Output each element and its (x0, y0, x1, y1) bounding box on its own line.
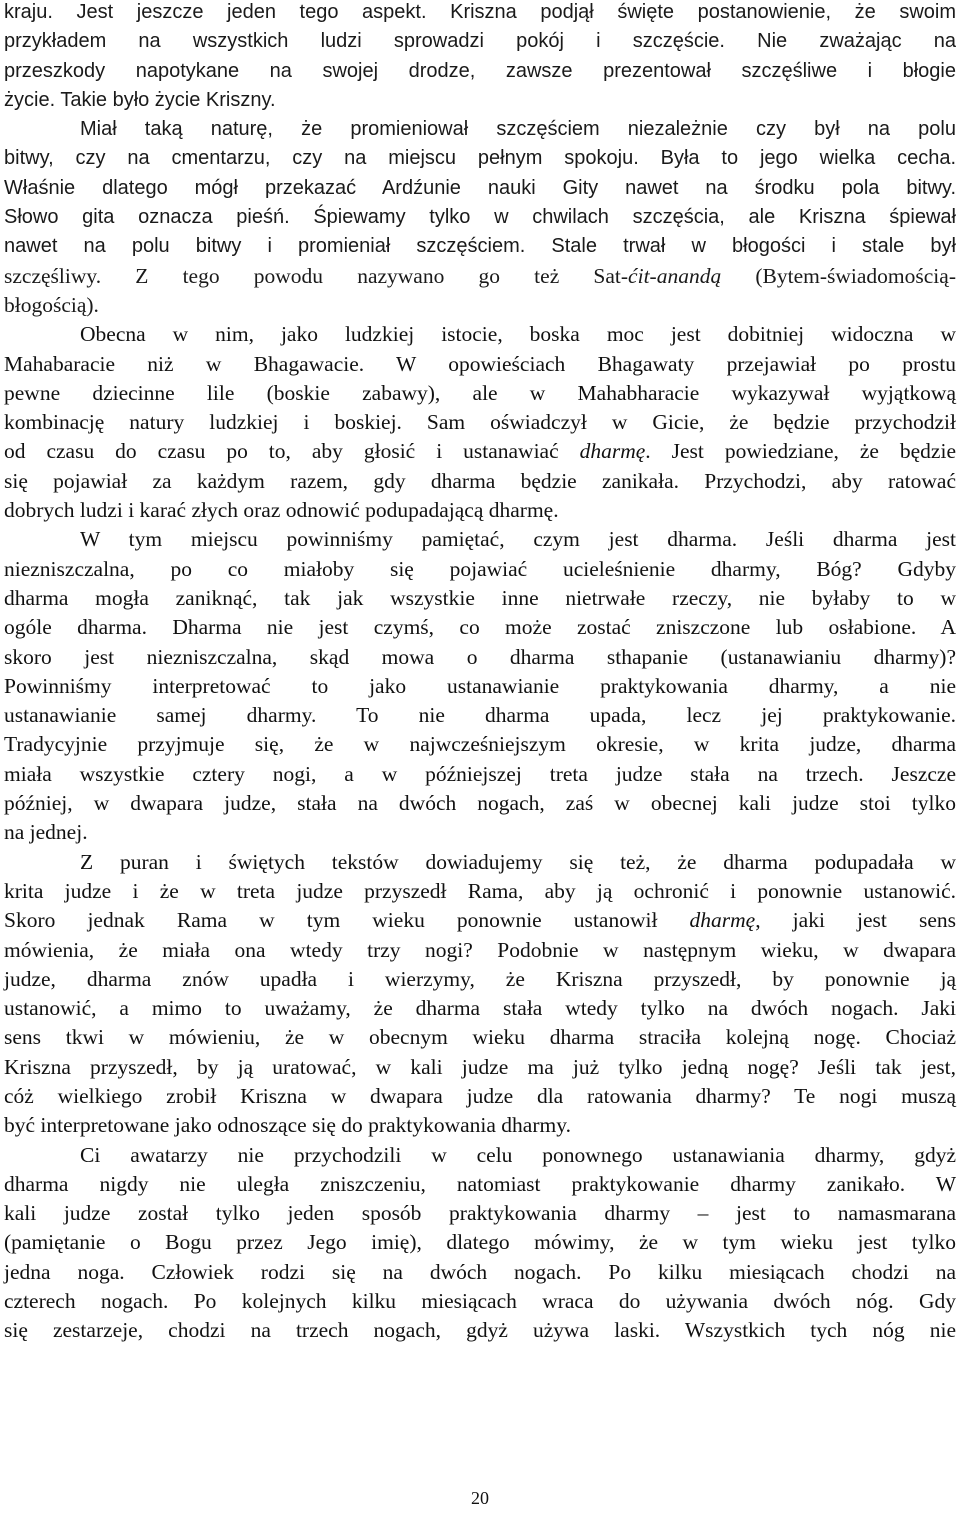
italic-term: ćit-anandą (628, 263, 722, 288)
text-line: pewne dziecinne lile (boskie zabawy), ale w Mahabharacie wykazywał wyjątkową (4, 380, 956, 405)
text-line: Mahabaracie niż w Bhagawacie. W opowieściach Bhagawaty przejawiał po prostu (4, 351, 956, 376)
text-line (4, 437, 956, 466)
text-line: Z puran i świętych tekstów dowiadujemy się też, że dharma podupadała w (80, 849, 956, 874)
italic-term: dharmę (579, 439, 646, 464)
text-line: kombinację natury ludzkiej i boskiej. Sam oświadczył w Gicie, że będzie przychodził (4, 410, 956, 435)
text-line: się pojawiał za każdym razem, gdy dharma będzie zanikała. Przychodzi, aby ratować (4, 468, 956, 493)
text-fragment: Skoro jednak Rama w tym wieku ponownie ustanowił (4, 908, 690, 933)
text-line: sens tkwi w mówieniu, że w obecnym wieku dharma straciła kolejną nogę. Chociaż (4, 1025, 956, 1050)
text-line: dharma nigdy nie uległa zniszczeniu, natomiast praktykowanie dharmy zanikało. W (4, 1171, 956, 1196)
text-line: kali judze został tylko jeden sposób praktykowania dharmy – jest to namasmarana (4, 1201, 956, 1226)
text-line: ustanawianie samej dharmy. To nie dharma upada, lecz jej praktykowanie. (4, 703, 956, 728)
text-line: się zestarzeje, chodzi na trzech nogach, gdyż używa laski. Wszystkich tych nóg nie (4, 1318, 956, 1343)
text-line: Tradycyjnie przyjmuje się, że w najwcześniejszym okresie, w krita judze, dharma (4, 732, 956, 757)
text-line: życie. Takie było życie Kriszny. (4, 88, 276, 111)
text-line: przykładem na wszystkich ludzi sprowadzi pokój i szczęście. Nie zważając na (4, 30, 956, 53)
text-line: błogością). (4, 292, 99, 317)
text-line: dobrych ludzi i karać złych oraz odnowić podupadającą dharmę. (4, 498, 559, 523)
paragraph-4 (4, 525, 956, 847)
text-line: (pamiętanie o Bogu przez Jego imię), dlatego mówimy, że w tym wieku jest tylko (4, 1230, 956, 1255)
text-line (4, 262, 956, 291)
text-fragment: od czasu do czasu po to, aby głosić i ustanawiać (4, 439, 580, 464)
text-line: bitwy, czy na cmentarzu, czy na miejscu pełnym spokoju. Była to jego wielka cecha. (4, 147, 956, 170)
text-line: Ci awatarzy nie przychodzili w celu ponownego ustanawiania dharmy, gdyż (80, 1142, 956, 1167)
text-line: na jednej. (4, 820, 88, 845)
page-number: 20 (471, 1488, 489, 1508)
text-line: czterech nogach. Po kolejnych kilku miesiącach wraca do używania dwóch nóg. Gdy (4, 1289, 956, 1314)
paragraph-5 (4, 848, 956, 1141)
text-line: Obecna w nim, jako ludzkiej istocie, boska moc jest dobitniej widoczna w (80, 322, 956, 347)
text-line: być interpretowane jako odnoszące się do praktykowania dharmy. (4, 1113, 571, 1138)
text-line: Właśnie dlatego mógł przekazać Ardźunie nauki Gity nawet na środku pola bitwy. (4, 176, 956, 199)
text-line: W tym miejscu powinniśmy pamiętać, czym jest dharma. Jeśli dharma jest (80, 527, 956, 552)
text-line: ustanowić, a mimo to uważamy, że dharma stała wtedy tylko na dwóch nogach. Jaki (4, 996, 956, 1021)
text-line: jedna noga. Człowiek rodzi się na dwóch nogach. Po kilku miesiącach chodzi na (4, 1259, 956, 1284)
text-line (4, 906, 956, 935)
text-line: Kriszna przyszedł, by ją uratować, w kali judze ma już tylko jedną nogę? Jeśli tak jest, (4, 1054, 956, 1079)
text-fragment: , jaki jest sens (755, 908, 956, 933)
paragraph-6 (4, 1141, 956, 1346)
text-line: skoro jest niezniszczalna, skąd mowa o dharma sthapanie (ustanawianiu dharmy)? (4, 644, 956, 669)
text-line: Powinniśmy interpretować to jako ustanawianie praktykowania dharmy, a nie (4, 673, 956, 698)
paragraph-2 (4, 115, 956, 320)
text-line: cóż wielkiego zrobił Kriszna w dwapara judze dla ratowania dharmy? Te nogi muszą (4, 1083, 956, 1108)
text-fragment: . Jest powiedziane, że będzie (645, 439, 956, 464)
text-line: kraju. Jest jeszcze jeden tego aspekt. Kriszna podjął święte postanowienie, że swoim (4, 1, 956, 23)
text-line: nawet na polu bitwy i promieniał szczęściem. Stale trwał w błogości i stale był (4, 235, 956, 258)
text-line: przeszkody napotykane na swojej drodze, zawsze prezentował szczęśliwe i błogie (4, 59, 956, 82)
text-line: dharma mogła zaniknąć, tak jak wszystkie inne nietrwałe rzeczy, nie byłaby to w (4, 585, 956, 610)
text-line: miała wszystkie cztery nogi, a w późniejszej treta judze stała na trzech. Jeszcze (4, 761, 956, 786)
paragraph-1 (4, 0, 956, 115)
text-line: niezniszczalna, po co miałoby się pojawiać ucieleśnienie dharmy, Bóg? Gdyby (4, 556, 956, 581)
text-fragment: szczęśliwy. Z tego powodu nazywano go też Sat- (4, 263, 629, 288)
paragraph-3 (4, 320, 956, 525)
text-line: Słowo gita oznacza pieśń. Śpiewamy tylko w chwilach szczęścia, ale Kriszna śpiewał (4, 206, 956, 229)
text-line: później, w dwapara judze, stała na dwóch nogach, zaś w obecnej kali judze stoi tylko (4, 791, 956, 816)
text-line: ogóle dharma. Dharma nie jest czymś, co może zostać zniszczone lub osłabione. A (4, 615, 956, 640)
text-line: mówienia, że miała ona wtedy trzy nogi? Podobnie w następnym wieku, w dwapara (4, 937, 956, 962)
text-line: krita judze i że w treta judze przyszedł Rama, aby ją ochronić i ponownie ustanowić. (4, 878, 956, 903)
text-line: Miał taką naturę, że promieniował szczęściem niezależnie czy był na polu (80, 118, 956, 141)
text-fragment: (Bytem-świadomością- (721, 263, 956, 288)
text-line: judze, dharma znów upadła i wierzymy, że Kriszna przyszedł, by ponownie ją (4, 966, 956, 991)
italic-term: dharmę (689, 908, 756, 933)
